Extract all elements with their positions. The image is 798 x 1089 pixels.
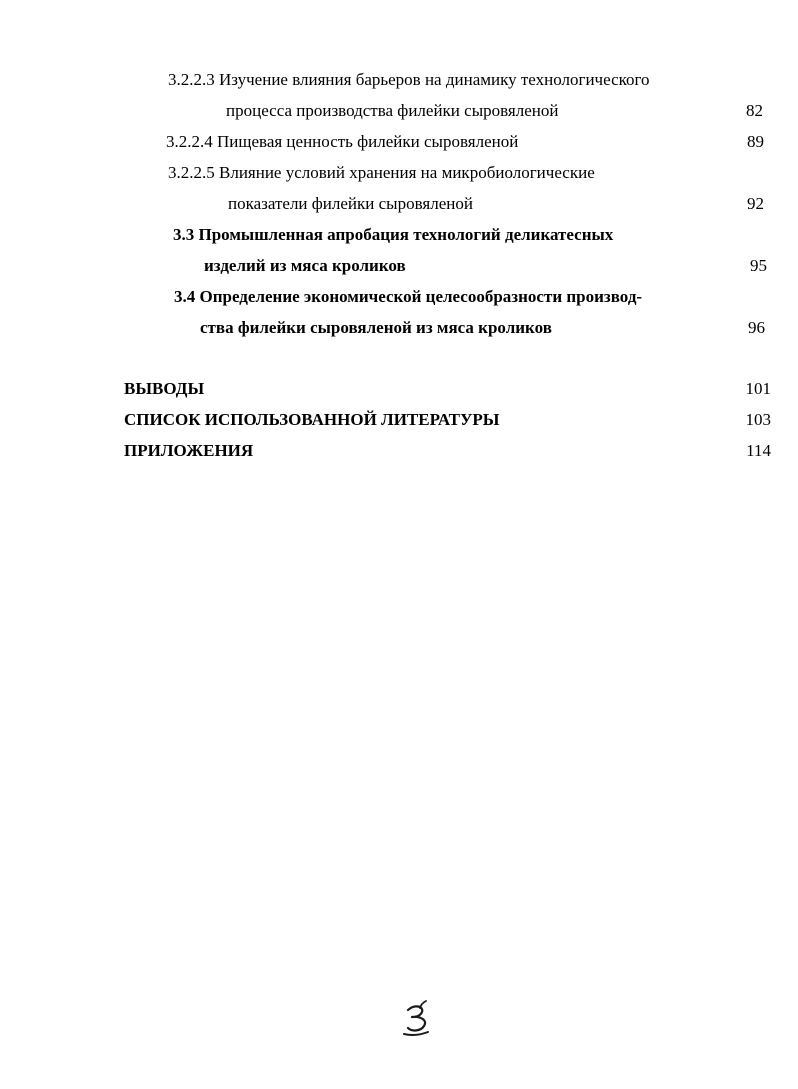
toc-page-number: 114 [746, 441, 771, 460]
toc-entry-references: СПИСОК ИСПОЛЬЗОВАННОЙ ЛИТЕРАТУРЫ [124, 410, 500, 429]
toc-entry-3-2-2-4: 3.2.2.4 Пищевая ценность филейки сыровяленой [166, 132, 519, 151]
toc-entry-3-3-line2: изделий из мяса кроликов [204, 256, 406, 275]
toc-page-number: 92 [747, 194, 764, 213]
toc-page-number: 82 [746, 101, 763, 120]
toc-entry-3-2-2-3-line2: процесса производства филейки сыровяленой [226, 101, 559, 120]
toc-page-number: 101 [745, 379, 771, 398]
toc-page-number: 95 [750, 256, 767, 275]
toc-entry-3-2-2-3-line1: 3.2.2.3 Изучение влияния барьеров на динамику технологического [168, 70, 650, 89]
toc-entry-3-2-2-5-line1: 3.2.2.5 Влияние условий хранения на микробиологические [168, 163, 595, 182]
toc-entry-3-3-line1: 3.3 Промышленная апробация технологий деликатесных [173, 225, 614, 244]
toc-entry-conclusions: ВЫВОДЫ [124, 379, 205, 398]
handwritten-page-number [398, 998, 448, 1043]
toc-entry-3-2-2-5-line2: показатели филейки сыровяленой [228, 194, 473, 213]
toc-page-number: 89 [747, 132, 764, 151]
toc-entry-3-4-line1: 3.4 Определение экономической целесообразности производ- [174, 287, 643, 306]
toc-entry-appendices: ПРИЛОЖЕНИЯ [124, 441, 254, 460]
toc-page-number: 96 [748, 318, 765, 337]
toc-entry-3-4-line2: ства филейки сыровяленой из мяса кроликов [200, 318, 552, 337]
toc-page-number: 103 [745, 410, 771, 429]
